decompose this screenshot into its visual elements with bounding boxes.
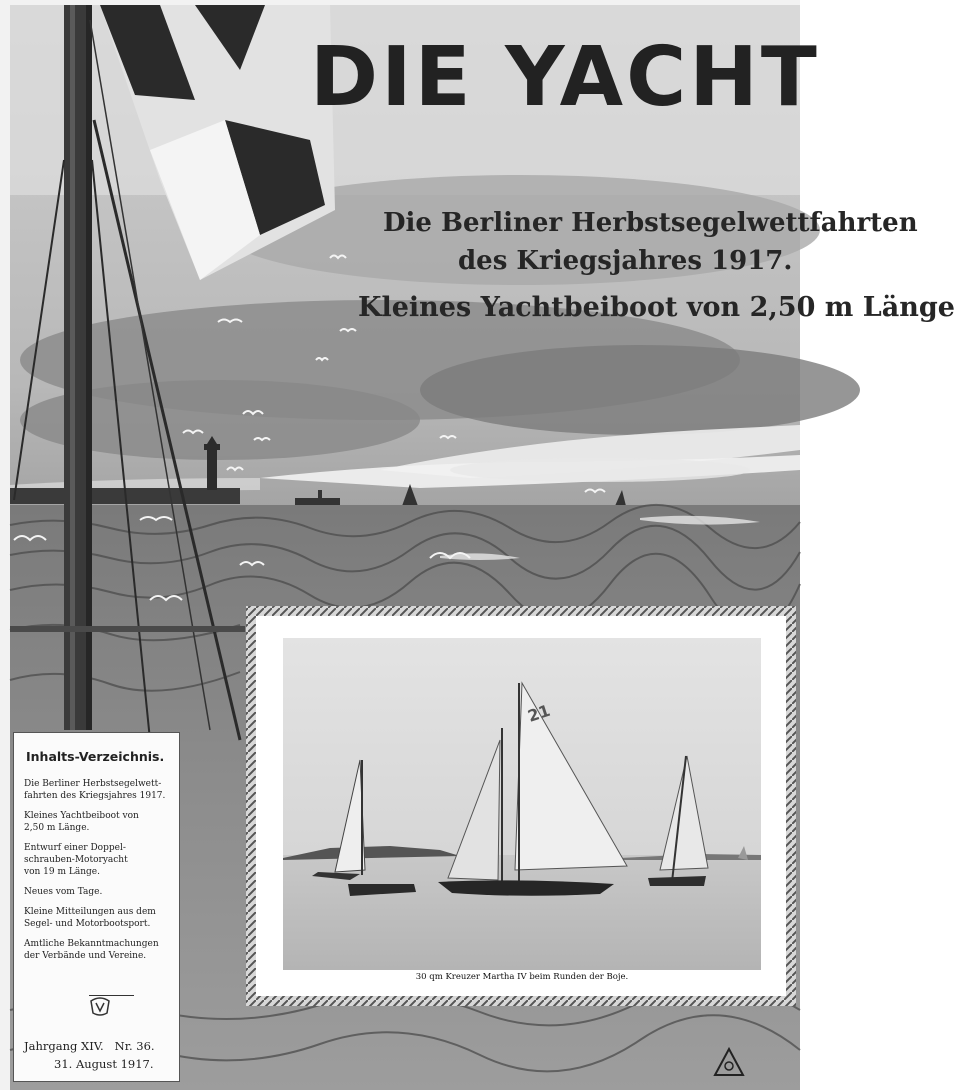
contents-item: Die Berliner Herbstsegelwett- fahrten des Kriegsjahres 1917. (24, 779, 166, 801)
headline-line-3: Kleines Yachtbeiboot von 2,50 m Länge (358, 292, 955, 323)
issue-number: Nr. 36. (114, 1039, 155, 1053)
headline-line-2: des Kriegsjahres 1917. (458, 246, 793, 276)
contents-item: Kleine Mitteilungen aus dem Segel- und Motorbootsport. (24, 907, 156, 929)
contents-item: Amtliche Bekanntmachungen der Verbände und Vereine. (24, 939, 159, 961)
sailing-photograph (283, 638, 761, 970)
photo-caption: 30 qm Kreuzer Martha IV beim Runden der Boje. (415, 972, 629, 982)
contents-item: Neues vom Tage. (24, 887, 103, 897)
contents-item: Kleines Yachtbeiboot von 2,50 m Länge. (24, 811, 139, 833)
sail-number: 21 (525, 700, 553, 726)
emblem-icon (88, 997, 112, 1017)
masthead-title: DIE YACHT (310, 30, 820, 125)
table-of-contents (13, 732, 180, 1082)
headline-line-1: Die Berliner Herbstsegelwettfahrten (383, 208, 918, 238)
contents-title: Inhalts-Verzeichnis. (26, 749, 165, 764)
contents-item: Entwurf einer Doppel- schrauben-Motoryacht von 19 m Länge. (24, 843, 128, 877)
divider (89, 995, 134, 996)
issue-date: 31. August 1917. (54, 1057, 154, 1071)
volume-issue (24, 1039, 174, 1053)
volume: Jahrgang XIV. (24, 1039, 104, 1053)
